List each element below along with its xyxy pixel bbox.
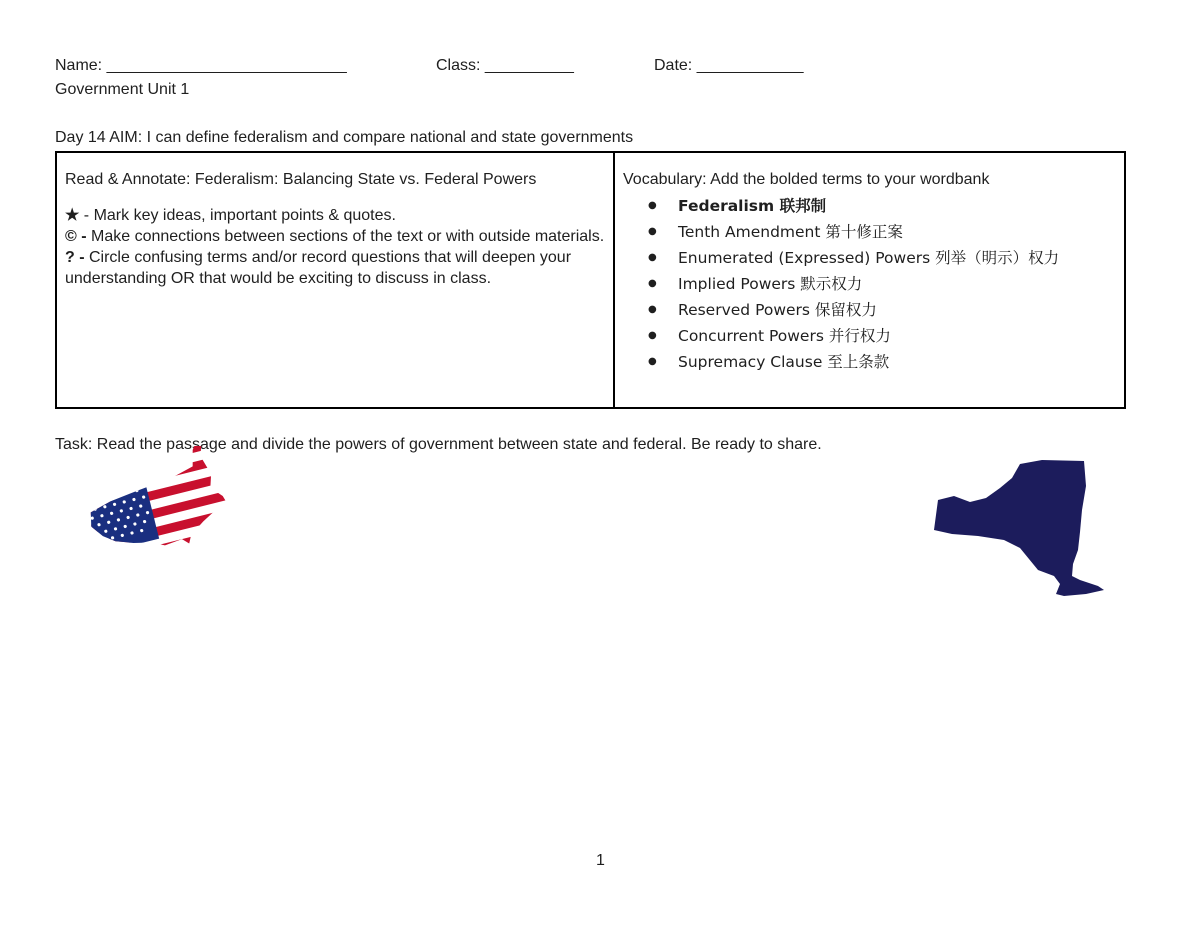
annotate-cell (57, 153, 615, 407)
instruction-connect: © - Make connections between sections of the text or with outside materials. (65, 228, 605, 245)
vocab-item: ● Implied Powers 默示权力 (648, 271, 1116, 297)
unit-title: Government Unit 1 (55, 81, 190, 98)
question-icon: ? - (65, 249, 85, 266)
instruction-star: ★ - Mark key ideas, important points & quotes. (65, 207, 396, 224)
vocab-item: ● Tenth Amendment 第十修正案 (648, 219, 1116, 245)
activity-table (55, 151, 1126, 409)
vocab-item: ● Reserved Powers 保留权力 (648, 297, 1116, 323)
instruction-question: ? - Circle confusing terms and/or record questions that will deepen your understanding OR that would be exciting to discuss in class. (65, 249, 572, 287)
vocabulary-cell (615, 153, 1124, 407)
us-flag-map-icon (82, 446, 232, 556)
page-number: 1 (596, 852, 605, 869)
class-field: Class: __________ (436, 57, 574, 74)
vocab-item: ● Concurrent Powers 并行权力 (648, 323, 1116, 349)
vocab-item: ● Enumerated (Expressed) Powers 列举（明示）权力 (648, 245, 1116, 271)
vocabulary-title: Vocabulary: Add the bolded terms to your wordbank (623, 171, 990, 188)
task-instruction: Task: Read the passage and divide the powers of government between state and federal. Be ready to share. (55, 436, 822, 453)
name-field: Name: ___________________________ (55, 57, 347, 74)
new-york-state-map-icon (930, 458, 1110, 603)
copyright-icon: © - (65, 228, 87, 245)
vocabulary-list (623, 193, 1116, 375)
vocab-item: ● Supremacy Clause 至上条款 (648, 349, 1116, 375)
star-icon: ★ (65, 207, 80, 224)
date-field: Date: ____________ (654, 57, 804, 74)
aim-statement: Day 14 AIM: I can define federalism and compare national and state governments (55, 129, 634, 146)
annotate-title: Read & Annotate: Federalism: Balancing State vs. Federal Powers (65, 171, 537, 188)
annotate-instructions (65, 205, 605, 289)
vocab-item: ● Federalism 联邦制 (648, 193, 1116, 219)
